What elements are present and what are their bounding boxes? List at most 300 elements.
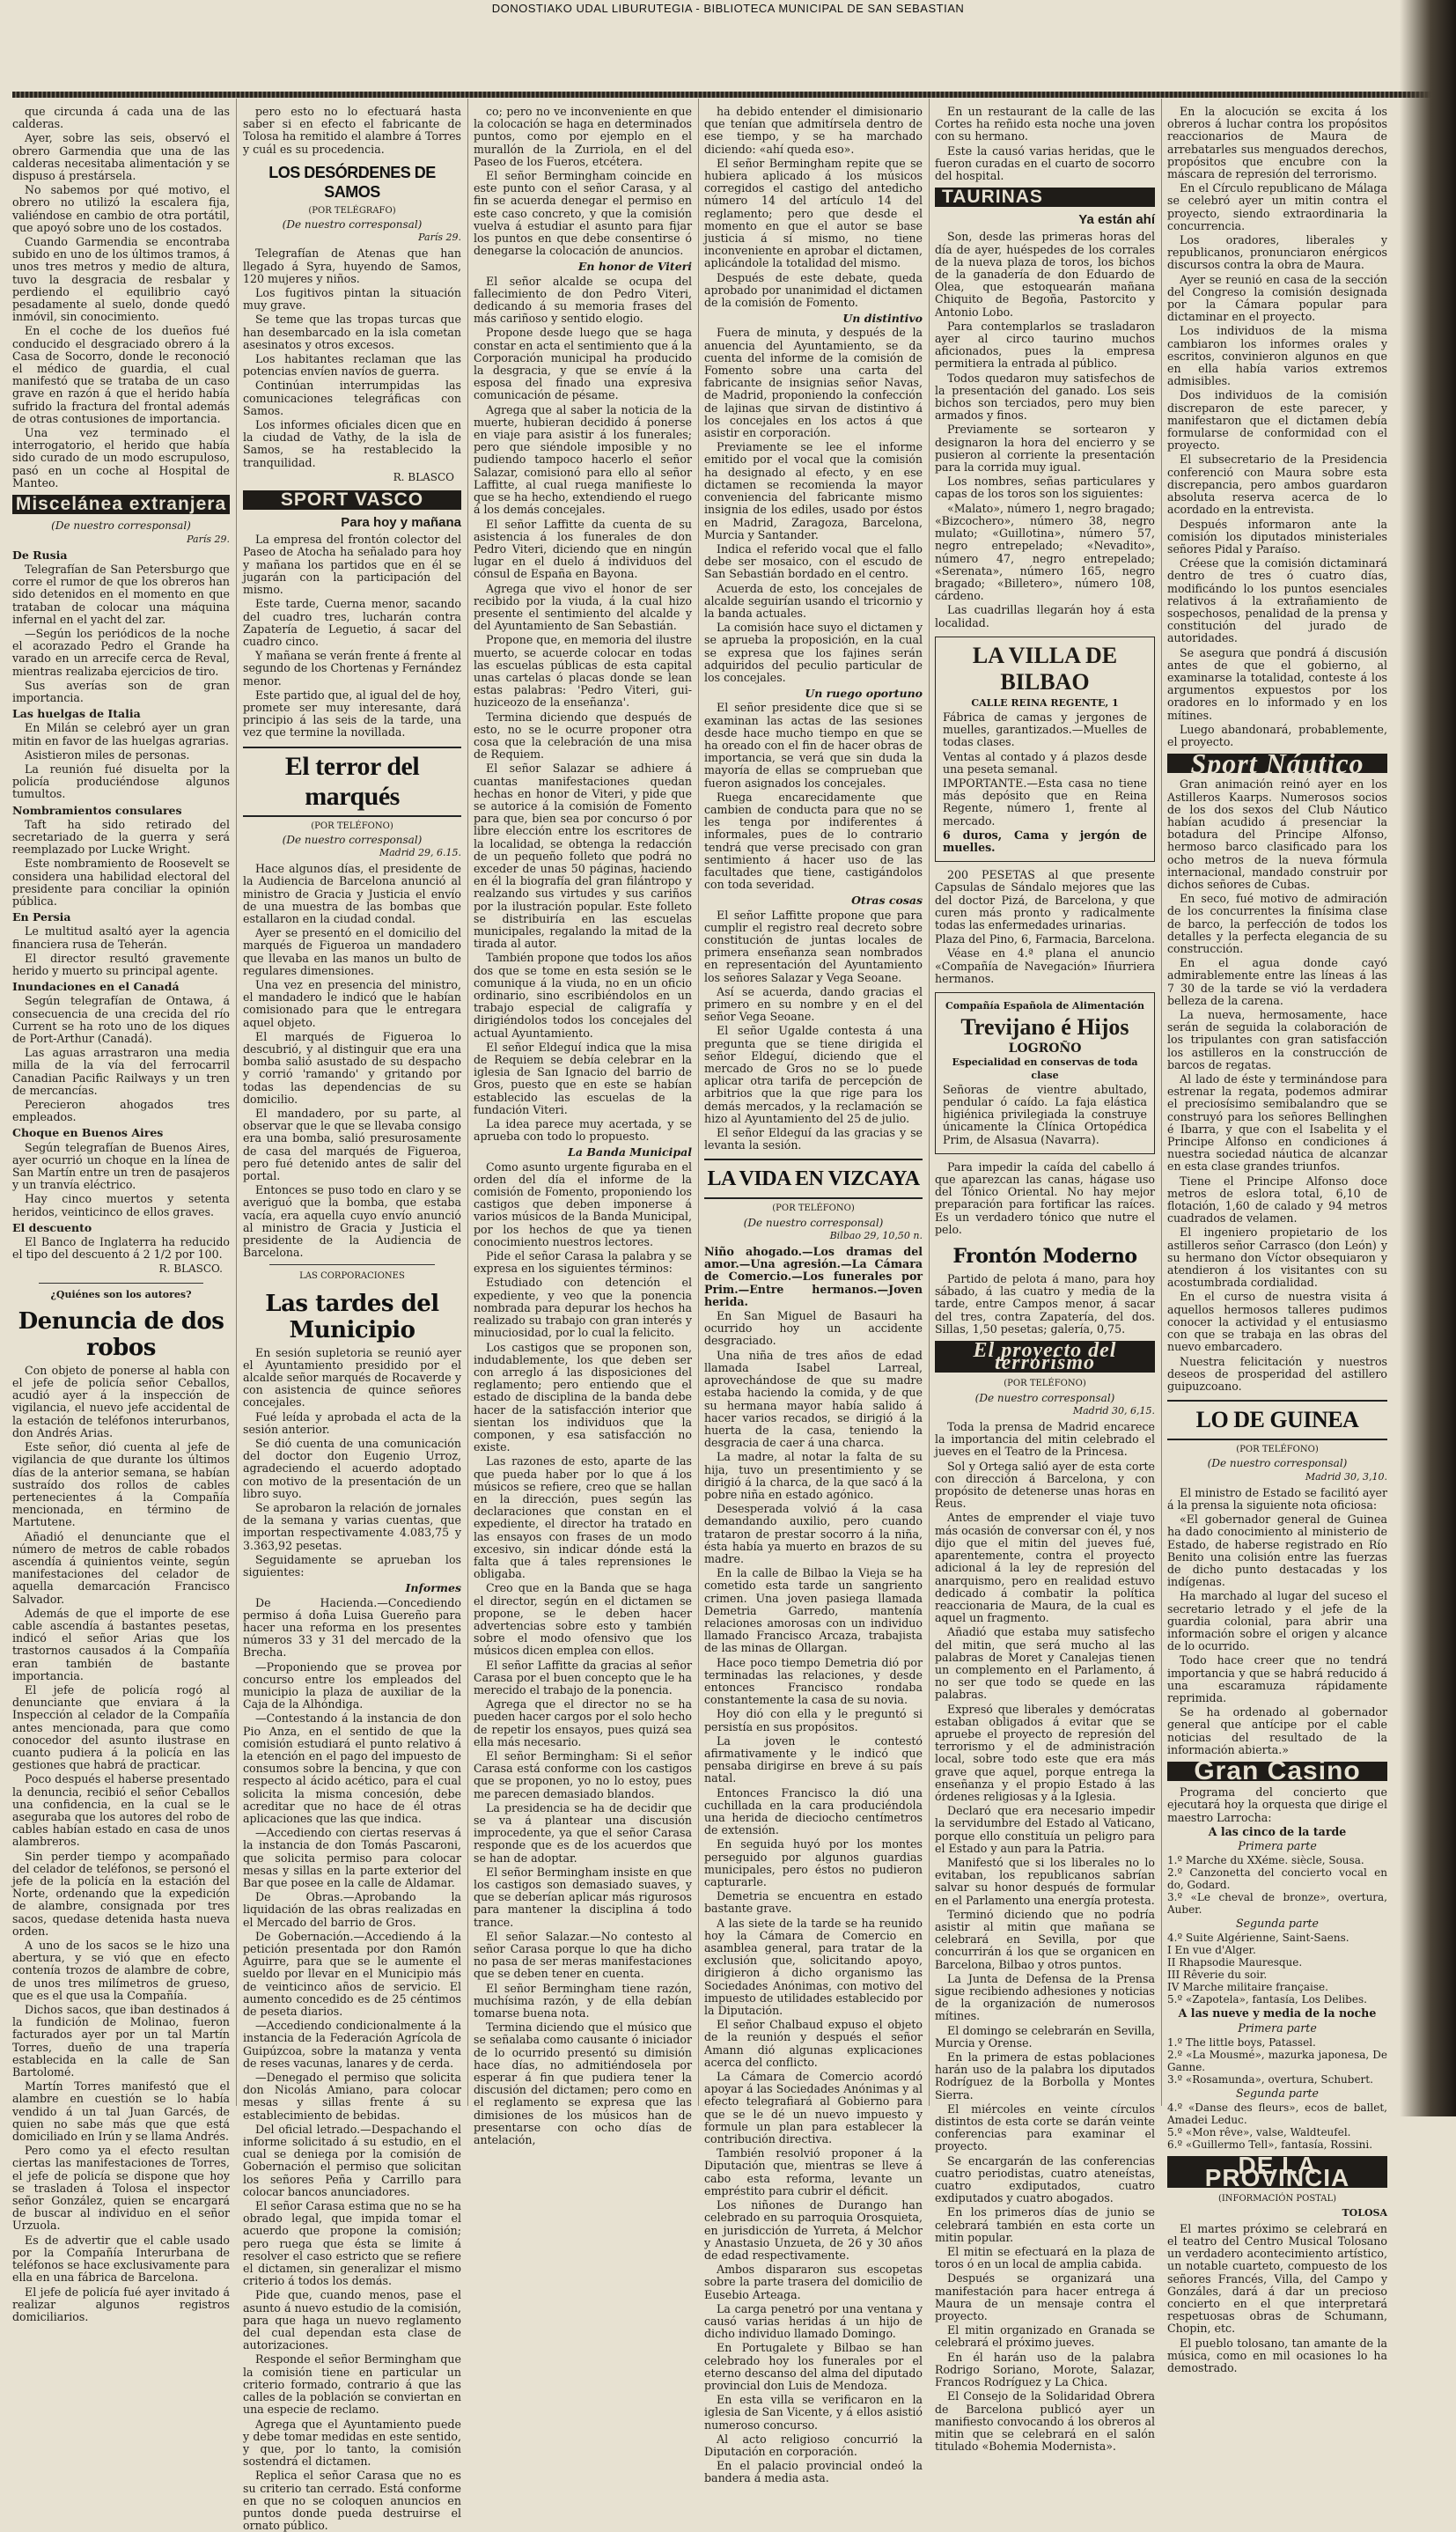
page-fold-shadow: [1400, 0, 1456, 2116]
program-item: 1.º The little boys, Patassel.: [1167, 2036, 1387, 2049]
paragraph: El ingeniero propietario de los astilleros señor Carrasco (don León) y su hermano don Víctor obsequiaron y atendieron á los visitantes con su acostumbrada cordialidad.: [1167, 1226, 1387, 1289]
headline-guinea: LO DE GUINEA: [1167, 1400, 1387, 1440]
headline-denuncia: Denuncia de dos robos: [12, 1308, 230, 1361]
article-viteri: [474, 276, 692, 1144]
paragraph: En él harán uso de la palabra Rodrigo Soriano, Morote, Salazar, Francos Rodríguez y La Chica.: [935, 2352, 1155, 2389]
section-title-sport-vasco: SPORT VASCO: [243, 490, 461, 510]
postal-note: (INFORMACIÓN POSTAL): [1167, 2193, 1387, 2205]
paragraph: Este tarde, Cuerna menor, sacando del cuadro tres, lucharán contra Zapatería de Leguetio, á sacar del cuadro cinco.: [243, 598, 461, 648]
paragraph: Para contemplarlos se trasladaron ayer al circo taurino muchos aficionados, pues la empresa permitiera la entrada al público.: [935, 320, 1155, 371]
paragraph: La idea parece muy acertada, y se aprueba con todo lo propuesto.: [474, 1118, 692, 1143]
separator: [39, 1283, 203, 1284]
casino-program: [1167, 1932, 1387, 2006]
paragraph: —Contestando á la instancia de don Pio Anza, en el sentido de que la comisión estudiará el punto relativo á la etención en el pago del impuesto de consumos sobre la bencina, y que con respecto al ácido acético, para el cual solicita la misma concesión, debe acreditar que no hace de él otras aplicaciones que las que indica.: [243, 1712, 461, 1825]
paragraph: En San Miguel de Basauri ha ocurrido hoy un accidente desgraciado.: [704, 1310, 923, 1348]
paragraph: Demetria se encuentra en estado bastante grave.: [704, 1890, 923, 1915]
correspondent-note: (De nuestro corresponsal): [12, 519, 230, 532]
dateline: Madrid 30, 3,10.: [1167, 1471, 1387, 1483]
paragraph: El señor Laffitte da gracias al señor Carasa por el buen concepto que le ha merecido el trabajo de la ponencia.: [474, 1660, 692, 1697]
paragraph: A uno de los sacos se le hizo una abertura, y se vió que en efecto contenía trozos de alambre de cobre, de unos tres milímetros de grueso, que es el que usa la Compañía.: [12, 1939, 230, 2002]
article-rusia: [12, 563, 230, 704]
paragraph: También propone que todos los años dos que se tome en esta sesión se le comunique á la viuda, no en un oficio ordinario, sino escribiéndolos en un trabajo especial de caligrafía y dirigiéndolos todos los concejales del actual Ayuntamiento.: [474, 952, 692, 1039]
paragraph: Los oradores, liberales y republicanos, pronunciaron enérgicos discursos contra la obra de Maura.: [1167, 234, 1387, 272]
paragraph: Entonces Francisco la dió una cuchillada en la cara produciéndola una herida de dieciocho centímetros de extensión.: [704, 1787, 923, 1837]
subhead-nombramientos: Nombramientos consulares: [12, 805, 230, 817]
paragraph: Al lado de éste y terminándose para estrenar la regata, podemos admirar el preciosísimo semibalandro que se construyó para los señores Bellinghen é Ibarra, y que con el Isabelita y el Principe Alfonso en condiciones á nuestra sociedad náutica de alcanzar en esta clase grandes triunfos.: [1167, 1073, 1387, 1174]
paragraph: Perecieron ahogados tres empleados.: [12, 1099, 230, 1123]
column-6: [1167, 106, 1387, 2104]
paragraph: Hay cinco muertos y setenta heridos, veinticinco de ellos graves.: [12, 1193, 230, 1218]
paragraph: La Junta de Defensa de la Prensa sigue recibiendo adhesiones y noticias de la organización de numerosos mítines.: [935, 1973, 1155, 2023]
paragraph: Del oficial letrado.—Despachando el informe solicitado á su estudio, en el cual se deniega por la comisión de Gobernación el permiso que solicitan los señores Peña y Carrillo para colocar bancos anunciadores.: [243, 2123, 461, 2198]
paragraph: Fuera de minuta, y después de la anuencia del Ayuntamiento, se da cuenta del informe de la comisión de Fomento sobre una carta del fabricante de insignias señor Navas, de Madrid, proponiendo la confección de lajinas que sirvan de distintivo á los concejales en los actos á que asistir en corporación.: [704, 327, 923, 439]
paragraph: Entonces se puso todo en claro y se averiguó que la bomba, que estaba vacía, era aquella cuyo envío anunció al ministro de Gracia y Justicia el presidente de la Audiencia de Barcelona.: [243, 1184, 461, 1259]
subhead-persia: En Persia: [12, 911, 230, 924]
ad-text: Señoras de vientre abultado, pendular ó caído. La faja elástica higiénica privilegiada la construye únicamente la Clínica Ortopédica Prim, de Alsasua (Navarra).: [943, 1084, 1147, 1146]
dateline: Bilbao 29, 10,50 n.: [704, 1230, 923, 1242]
paragraph: En Portugalete y Bilbao se han celebrado hoy los funerales por el eterno descanso del alma del diputado provincial don Luis de Mendoza.: [704, 2342, 923, 2392]
subhead-viteri: En honor de Viteri: [474, 261, 692, 273]
paragraph: Hace poco tiempo Demetria dió por terminadas las relaciones, y desde entonces Francisco rondaba constantemente la casa de su novia.: [704, 1657, 923, 1707]
paragraph: El ministro de Estado se facilitó ayer á la prensa la siguiente nota oficiosa:: [1167, 1487, 1387, 1512]
dateline: Madrid 29, 6.15.: [243, 847, 461, 859]
paragraph: —Proponiendo que se provea por concurso entre los empleados del municipio la plaza de auxiliar de la Caja de la Alhóndiga.: [243, 1661, 461, 1711]
paragraph: Toda la prensa de Madrid encarece la importancia del mitin celebrado el jueves en el Teatro de la Princesa.: [935, 1421, 1155, 1459]
city-head: TOLOSA: [1167, 2207, 1387, 2219]
paragraph: Los individuos de la misma cambiaron los informes orales y escritos, convinieron algunos en que en ella había varios extremos admisibles.: [1167, 325, 1387, 387]
paragraph: La empresa del frontón colector del Paseo de Atocha ha señalado para hoy y mañana los partidos que en él se jugarán con la participación del mismo.: [243, 534, 461, 596]
paragraph: Los castigos que se proponen son, indudablemente, los que deben ser con arreglo á las disposiciones del reglamento; pero entiendo que el estado de disciplina de la banda debe hacer de la satisfacción interior que sientan los individuos que la componen, y esa satisfacción no existe.: [474, 1342, 692, 1454]
paragraph: Una niña de tres años de edad llamada Isabel Larreal, aprovechándose de que su madre estaba haciendo la comida, y de que su hermana mayor había salido á hacer varios recados, se dirigió á la huerta de la casa, teniendo la desgracia de caer á una charca.: [704, 1350, 923, 1450]
section-title-miscelanea: Miscelánea extranjera: [12, 495, 230, 514]
paragraph: Agrega que el director no se ha pueden hacer cargos por el solo hecho de repetir los ensayos, pues quizá sea ella más necesario.: [474, 1698, 692, 1748]
paragraph: El mitin se efectuará en la plaza de toros ó en un local de amplia cabida.: [935, 2246, 1155, 2271]
paragraph: Añadió el denunciante que el número de metros de cable robados ascendía á quinientos veinte, según manifestaciones del celador de aquella demarcación Francisco Salvador.: [12, 1531, 230, 1606]
ad-title: LA VILLA DE BILBAO: [943, 643, 1147, 696]
telephone-note: (POR TELÉFONO): [704, 1203, 923, 1215]
headline-fronton: Frontón Moderno: [935, 1243, 1155, 1270]
article-samos: [243, 247, 461, 468]
paragraph: Sin perder tiempo y acompañado del celador de teléfonos, se personó el jefe de la policía en la estación del Norte, ordenando que la expedición de alambre, consignada por tres sacos, quedase detenida hasta nueva orden.: [12, 1851, 230, 1938]
casino-program: [1167, 2101, 1387, 2151]
casino-part: Primera parte: [1167, 1840, 1387, 1852]
article-persia: [12, 925, 230, 977]
ad-text: IMPORTANTE.—Esta casa no tiene más depósito que en Reina Regente, número 1, frente al mercado.: [943, 777, 1147, 828]
paragraph: Previamente se sortearon y designaron la hora del encierro y se pusieron al corriente la presentación para la corrida muy igual.: [935, 423, 1155, 474]
paragraph: Agrega que al saber la noticia de la muerte, hubieran decidido á ponerse en viaje para asistir á los funerales; pero que siéndole imposible y no pudiendo tampoco hacerlo el señor Salazar, comisionó para ello al señor Laffitte, al cual ruega manifieste lo que se ha hecho, extendiendo el ruego á los demás concejales.: [474, 404, 692, 517]
column-5: [935, 106, 1155, 2104]
paragraph: co; pero no ve inconveniente en que la colocación se haga en determinados puntos, como por ejemplo en el murallón de la Zurriola, en el del Paseo de los Fueros, etcétera.: [474, 106, 692, 168]
ad-spec: Especialidad en conservas de toda clase: [943, 1056, 1147, 1081]
column-divider: [698, 99, 699, 2106]
paragraph: El señor Salazar.—No contesto al señor Carasa porque lo que ha dicho no pasa de ser meras manifestaciones que se deben tener en cuenta.: [474, 1931, 692, 1981]
headline-tardes: Las tardes del Municipio: [243, 1291, 461, 1343]
article-guinea: [1167, 1487, 1387, 1756]
paragraph: Tiene el Principe Alfonso doce metros de eslora total, 6,10 de flotación, 1,60 de calado y 94 metros cuadrados de velamen.: [1167, 1175, 1387, 1226]
program-item: 3.º «Le cheval de bronze», overtura, Auber.: [1167, 1891, 1387, 1916]
paragraph: Estudiado con detención el expediente, y veo que la ponencia nombrada para depurar los hechos ha realizado su trabajo con gran interés y minuciosidad, por lo cual la felicito.: [474, 1277, 692, 1339]
column-divider: [236, 99, 237, 2106]
paragraph: La nueva, hermosamente, hace serán de seguida la colaboración de los tripulantes con gran satisfacción los astilleros en la construcción de barcos de regatas.: [1167, 1009, 1387, 1071]
subhead-taurinas: Ya están ahí: [935, 212, 1155, 227]
telephone-note: (POR TELÉFONO): [243, 821, 461, 833]
casino-program: [1167, 2036, 1387, 2086]
paragraph: El señor Bermingham tiene razón, muchísima razón, y de ella debían tomarse buena nota.: [474, 1983, 692, 2020]
paragraph: A las siete de la tarde se ha reunido hoy la Cámara de Comercio en asamblea general, para tratar de la exclusión que, solicitando apoyo, dirigieron á dicho organismo las Sociedades Anónimas, con motivo del impuesto de utilidades establecido por la Diputación.: [704, 1917, 923, 2018]
correspondent-note: (De nuestro corresponsal): [243, 834, 461, 846]
paragraph: El señor Laffitte propone que para cumplir el registro real decreto sobre constitución de juntas locales de primera enseñanza sean nombrados en representación del Ayuntamiento los señores Salazar y Vega Seoane.: [704, 909, 923, 984]
article-canada: [12, 995, 230, 1123]
article-body: [704, 106, 923, 309]
paragraph: La reunión fué disuelta por la policía produciéndose algunos tumultos.: [12, 763, 230, 801]
paragraph: —Según los periódicos de la noche el acorazado Pedro el Grande ha varado en un arrecife cerca de Reval, mientras realizaba ejercicios de tiro.: [12, 628, 230, 678]
program-item: 2.º «La Mousmé», mazurka japonesa, De Ganne.: [1167, 2049, 1387, 2073]
paragraph: Dos individuos de la comisión discreparon de este parecer, y manifestaron que el dictamen debía formularse de conformidad con el proyecto.: [1167, 389, 1387, 452]
paragraph: Una vez en presencia del ministro, el mandadero le indicó que le habían comisionado para que le entregara aquel objeto.: [243, 979, 461, 1029]
casino-program: [1167, 1854, 1387, 1916]
article-terror: [243, 863, 461, 1259]
paragraph: Taft ha sido retirado del secretariado de la guerra y será reemplazado por Lucke Wright.: [12, 819, 230, 857]
paragraph: El señor Carasa estima que no se ha obrado legal, que impida tomar el acuerdo que propone la comisión; pero ruega que ésta se limite á resolver el caso estricto que se refiere el dictamen, sin generalizar el mismo criterio á todos los demás.: [243, 2200, 461, 2287]
column-3: [474, 106, 692, 2104]
paragraph: Los habitantes reclaman que las potencias envíen navíos de guerra.: [243, 353, 461, 378]
paragraph: Una vez terminado el interrogatorio, el herido que había sido curado de un modo escrupuloso, pasó en un coche al Hospital de Manteo.: [12, 427, 230, 489]
paragraph: Declaró que era necesario impedir la servidumbre del Estado al Vaticano, porque ello constituía un peligro para el Estado y aun para la Patria.: [935, 1805, 1155, 1855]
paragraph: Propone desde luego que se haga constar en acta el sentimiento que á la Corporación municipal ha producido la desgracia, y que se envíe á la esposa del finado una expresiva comunicación de pésame.: [474, 327, 692, 401]
paragraph: La presidencia se ha de decidir que se va á plantear una discusión improcedente, ya que el señor Carasa responde que es de los acuerdos que se han de adoptar.: [474, 1802, 692, 1865]
dateline: París 29.: [12, 534, 230, 546]
paragraph: Al acto religioso concurrió la Diputación en corporación.: [704, 2433, 923, 2458]
paragraph: Después de este debate, queda aprobado por unanimidad el dictamen de la comisión de Fomento.: [704, 272, 923, 310]
casino-session: A las cinco de la tarde: [1167, 1826, 1387, 1838]
paragraph: En el coche de los dueños fué conducido el desgraciado obrero á la Casa de Socorro, donde le reconoció el médico de guardia, el cual manifestó que se trataba de un caso grave en razón á que el herido había sufrido la fractura del frontal además de otras contusiones de importancia.: [12, 325, 230, 425]
paragraph: Después informaron ante la comisión los diputados ministeriales señores Pidal y Paraíso.: [1167, 519, 1387, 556]
paragraph: El marqués de Figueroa lo descubrió, y al distinguir que era una bomba salió asustado de su despacho y corrió 'ramando' y gritando por todas las dependencias de su domicilio.: [243, 1031, 461, 1106]
paragraph: El miércoles en veinte círculos distintos de esta corte se darán veinte conferencias para examinar el proyecto.: [935, 2103, 1155, 2153]
program-item: II Rhapsodie Mauresque.: [1167, 1956, 1387, 1969]
paragraph: El señor Chalbaud expuso el objeto de la reunión y después el señor Amann dió algunas explicaciones acerca del conflicto.: [704, 2019, 923, 2069]
casino-part: Segunda parte: [1167, 2087, 1387, 2100]
intro-article: [1167, 106, 1387, 748]
headline-samos: LOS DESÓRDENES DE SAMOS: [243, 163, 461, 202]
paragraph: Créese que la comisión dictaminará dentro de tres ó cuatro días, modificándo lo los puntos esenciales relativos á la extrañamiento de sospechosos, penalidad de la prensa y constitución del jurado de autoridades.: [1167, 557, 1387, 644]
article-ruego: [704, 702, 923, 891]
subhead-canada: Inundaciones en el Canadá: [12, 981, 230, 993]
paragraph: Gran animación reinó ayer en los Astilleros Kaarps. Numerosos socios de los dos sexos del Club Náutico habían acudido á presenciar la botadura del Principe Alfonso, hermoso barco clasificado para los ocho metros de la nueva fórmula internacional, mandado construir por dichos señores de Cubas.: [1167, 778, 1387, 891]
signature: R. BLASCO: [243, 471, 454, 483]
paragraph: Replica el señor Carasa que no es su criterio tan cerrado. Está conforme en que no se coloquen anuncios en puntos donde pueda destruirse el ornato público.: [243, 2469, 461, 2532]
paragraph: —Accediendo condicionalmente á la instancia de la Federación Agrícola de Guipúzcoa, sobre la matanza y venta de reses vacunas, lanares y de cerda.: [243, 2020, 461, 2070]
subhead-italia: Las huelgas de Italia: [12, 708, 230, 720]
paragraph: Después se organizará una manifestación para hacer entrega á Maura de un mensaje contra el proyecto.: [935, 2272, 1155, 2322]
article-banda: [474, 1161, 692, 2147]
paragraph: Son, desde las primeras horas del día de ayer, huéspedes de los corrales de la nueva plaza de toros, los bichos de la ganadería de don Eduardo de Olea, que estoquearán mañana Chiquito de Begoña, Pastorcito y Antonio Lobo.: [935, 231, 1155, 318]
program-item: 5.º «Mon rêve», valse, Waldteufel.: [1167, 2126, 1387, 2138]
paragraph: Y mañana se verán frente á frente al segundo de los Chortenas y Fernández menor.: [243, 650, 461, 688]
telephone-note: (POR TELÉFONO): [935, 1378, 1155, 1390]
paragraph: De Obras.—Aprobando la liquidación de las obras realizadas en el Mercado del barrio de Gros.: [243, 1891, 461, 1929]
paragraph: En los primeros días de junio se celebrará también en esta corte un mitin popular.: [935, 2206, 1155, 2244]
dateline: Madrid 30, 6,15.: [935, 1405, 1155, 1417]
paragraph: El señor Laffitte da cuenta de su asistencia á los funerales de don Pedro Viteri, diciendo que en ningún lugar en el duelo á individuos del cónsul de España en Bayona.: [474, 519, 692, 581]
paragraph: Termina diciendo que el músico que se señalaba como causante ó iniciador de lo ocurrido presentó su dimisión hace días, no admitiéndosela por esperar á fin que pudiera tener la discusión del dictamen; pero como en el reglamento se expresa que las dimisiones de los músicos han de presentarse con ocho días de antelación,: [474, 2021, 692, 2146]
paragraph: Los informes oficiales dicen que en la ciudad de Vathy, de la isla de Samos, se ha restablecido la tranquilidad.: [243, 419, 461, 469]
paragraph: —Denegado el permiso que solicita don Nicolás Amiano, para colocar mesas y sillas frente á su establecimiento de bebidas.: [243, 2072, 461, 2122]
paragraph: En el Círculo republicano de Málaga se celebró ayer un mitin contra el proyecto, siendo extraordinaria la concurrencia.: [1167, 182, 1387, 232]
program-item: 5.º «Zapotela», fantasía, Los Delibes.: [1167, 1993, 1387, 2006]
correspondent-note: (De nuestro corresponsal): [243, 218, 461, 231]
paragraph: Se teme que las tropas turcas que han desembarcado en la isla cometan asesinatos y otros excesos.: [243, 313, 461, 351]
paragraph: El señor Eldeguí da las gracias y se levanta la sesión.: [704, 1127, 923, 1152]
intro-article: [935, 106, 1155, 182]
paragraph: La carga penetró por una ventana y causó varias heridas á un hijo de dicho individuo llamado Domingo.: [704, 2303, 923, 2341]
paragraph: Agrega que el Ayuntamiento puede y debe tomar medidas en este sentido, y que, por lo tanto, la comisión sostendrá el dictamen.: [243, 2418, 461, 2469]
paragraph: Todos quedaron muy satisfechos de la presentación del ganado. Los seis bichos son terciados, pero muy bien armados y finos.: [935, 372, 1155, 423]
article-proyecto: [935, 1421, 1155, 2453]
subhead-descuento: El descuento: [12, 1222, 230, 1234]
correspondent-note: (De nuestro corresponsal): [935, 1392, 1155, 1404]
paragraph: Hoy dió con ella y le preguntó si persistía en sus propósitos.: [704, 1708, 923, 1733]
correspondent-note: (De nuestro corresponsal): [1167, 1457, 1387, 1469]
paragraph: Expresó que liberales y demócratas estaban obligados á evitar que se apruebe el proyecto de represión del terrorismo y el de administración local, sobre todo este que era más grave que aquel, porque entrega la enseñanza y el propio Estado á las órdenes religiosas y á la Iglesia.: [935, 1704, 1155, 1804]
program-item: 3.º «Rosamunda», overtura, Schubert.: [1167, 2073, 1387, 2086]
paragraph: Seguidamente se aprueban los siguientes:: [243, 1554, 461, 1579]
ad-city: LOGROÑO: [943, 1042, 1147, 1055]
paragraph: Nuestra felicitación y nuestros deseos de prosperidad del astillero guipuzcoano.: [1167, 1356, 1387, 1394]
paragraph: Manifestó que si los liberales no lo evitaban, los republicanos sabrían salvar su honor después de formular en el Parlamento una energía protesta.: [935, 1857, 1155, 1907]
paragraph: Ha marchado al lugar del suceso el secretario letrado y el jefe de la guardia colonial, para abrir una información sobre el origen y alcance de lo ocurrido.: [1167, 1590, 1387, 1652]
article-nombramientos: [12, 819, 230, 908]
casino-intro: Programa del concierto que ejecutará hoy la orquesta que dirige el maestro Larrocha:: [1167, 1786, 1387, 1824]
article-descuento: [12, 1236, 230, 1261]
program-item: 4.º Suite Algérienne, Saint-Saens.: [1167, 1932, 1387, 1944]
paragraph: En la primera de estas poblaciones harán uso de la palabra los diputados Rodríguez de la Borbolla y Montes Sierra.: [935, 2051, 1155, 2101]
paragraph: El martes próximo se celebrará en el teatro del Centro Musical Tolosano un verdadero acontecimiento artístico, un notable cuarteto, compuesto de los señores Francés, Villa, del Campo y Gonzáles, dará á dar un precioso concierto en el que interpretará respetuosas obras de Schumann, Chopin, etc.: [1167, 2223, 1387, 2336]
paragraph: Asistieron miles de personas.: [12, 749, 230, 762]
paragraph: El pueblo tolosano, tan amante de la música, como en mil ocasiones lo ha demostrado.: [1167, 2337, 1387, 2375]
paragraph: El jefe de policía fué ayer invitado á realizar algunos registros domiciliarios.: [12, 2286, 230, 2324]
subhead-informes: Informes: [243, 1582, 461, 1594]
subhead-ruego: Un ruego oportuno: [704, 688, 923, 700]
ad-subtitle: CALLE REINA REGENTE, 1: [943, 697, 1147, 710]
paragraph: La joven le contestó afirmativamente y le indicó que pensaba dirigirse en breve á su país natal.: [704, 1735, 923, 1785]
paragraph: que circunda á cada una de las calderas.: [12, 106, 230, 130]
section-label: LAS CORPORACIONES: [243, 1270, 461, 1283]
paragraph: Las aguas arrastraron una media milla de la vía del ferrocarril Canadian Pacific Railways y un tren de mercancías.: [12, 1047, 230, 1097]
headline-proyecto: El proyecto del terrorismo: [935, 1341, 1155, 1373]
signature: R. BLASCO.: [12, 1262, 223, 1275]
ad-pesetas: 200 PESETAS al que presente Capsulas de Sándalo mejores que las del doctor Pizá, de Barcelona, y que curen más pronto y radicalmente todas las enfermedades urinarias.: [935, 869, 1155, 931]
paragraph: Poco después el habersе presentado la denuncia, recibió el señor Ceballos una confidencia, en la cual se le aseguraba que los autores del robo de cables habían estado en casa de unos alambreros.: [12, 1773, 230, 1848]
paragraph: Le multitud asaltó ayer la agencia financiera rusa de Teherán.: [12, 925, 230, 950]
section-title-casino: Gran Casino: [1167, 1762, 1387, 1781]
article-denuncia: [12, 1365, 230, 2323]
paragraph: De Gobernación.—Accediendo á la petición presentada por don Ramón Aguirre, para que se le aumente el sueldo por llevar en el Municipio más de veinticinco años de servicio. El aumento concedido es de 25 céntimos de peseta diarios.: [243, 1931, 461, 2018]
paragraph: Pide el señor Carasa la palabra y se expresa en los siguientes términos:: [474, 1250, 692, 1275]
summary-lead: Niño ahogado.—Los dramas del amor.—Una agresión.—La Cámara de Comercio.—Los funerales por Prim.—Entre hermanos.—Joven herida.: [704, 1246, 923, 1308]
paragraph: En el palacio provincial ondeó la bandera á media asta.: [704, 2460, 923, 2484]
column-1: [12, 106, 230, 2104]
paragraph: El señor Bermingham repite que se hubiera aplicado á los músicos corregidos el castigo del antedicho número 14 del artículo 14 del reglamento; pero que desde el momento en que el autor se base justicia á sí mismo, no tiene inconveniente en aprobar el dictamen, aplicándole la totalidad del mismo.: [704, 158, 923, 270]
paragraph: Se dió cuenta de una comunicación del doctor don Eugenio Urroz, agradeciendo el acuerdo adoptado con motivo de la presentación de un libro suyo.: [243, 1438, 461, 1500]
paragraph: El señor presidente dice que si se examinan las actas de las sesiones desde hace mucho tiempo en que se ha oreado con el fin de hacer obras de importancia, se verá que sin duda la mayoría de ellas se comprueban que fueron asignados los concejales.: [704, 702, 923, 789]
paragraph: En la calle de Bilbao la Vieja se ha cometido esta tarde un sangriento crimen. Una joven pasiega llamada Demetria Garredo, mantenía relaciones amorosas con un individuo llamado Francisco Arcaza, trabajista de las minas de Ollargan.: [704, 1567, 923, 1654]
separator: [269, 1264, 435, 1265]
paragraph: El Consejo de la Solidaridad Obrera de Barcelona publicó ayer un manifiesto convocando á los obreros al mitin que se celebrará en el salón titulado «Bohemia Modernista».: [935, 2390, 1155, 2453]
paragraph: Los niñones de Durango han celebrado en su parroquia Orosquieta, en jurisdicción de Yurreta, á Melchor y Anastasio Unzueta, de 26 y 30 años de edad respectivamente.: [704, 2199, 923, 2262]
paragraph: El subsecretario de la Presidencia conferenció con Maura sobre esta discrepancia, pero ambos guardaron absoluta reserva acerca de lo acordado en la entrevista.: [1167, 453, 1387, 516]
column-2: [243, 106, 461, 2104]
column-divider: [467, 99, 468, 2106]
paragraph: Terminó diciendo que no podría asistir al mitin que mañana se celebrará en Sevilla, por que concurrirán á los que se organicen en Barcelona, Bilbao y otros puntos.: [935, 1909, 1155, 1971]
subhead-otras: Otras cosas: [704, 894, 923, 907]
paragraph: Dichos sacos, que iban destinados á la fundición de Molinao, fueron facturados ayer por un tal Martín Torres, dueño de una trapería establecida en la calle de San Bartolomé.: [12, 2004, 230, 2079]
paragraph: Acuerda de esto, los concejales de alcalde seguirían usando el tricornio y la banda actuales.: [704, 583, 923, 621]
paragraph: Este nombramiento de Roosevelt se considera una habilidad electoral del presidente para conciliar la opinión pública.: [12, 857, 230, 908]
paragraph: Ayer se presentó en el domicilio del marqués de Figueroa un mandadero que llevaba en las manos un bulto de regulares dimensiones.: [243, 927, 461, 977]
paragraph: Así se acuerda, dando gracias el primero en su nombre y en el del señor Vega Seoane.: [704, 986, 923, 1024]
paragraph: En el curso de nuestra visita á aquellos hermosos talleres pudimos conocer la actividad y el entusiasmo con que se trabaja en las obras del nuevo embarcadero.: [1167, 1291, 1387, 1353]
ad-text: Ventas al contado y á plazos desde una peseta semanal.: [943, 751, 1147, 776]
paragraph: «El gobernador general de Guinea ha dado conocimiento al ministerio de Estado, de haberse registrado en Río Benito una colisión entre las fuerzas de dicho punto destacadas y los indígenas.: [1167, 1513, 1387, 1588]
paragraph: En el agua donde cayó admirablemente entre las líneas á las 7 30 de la tarde se vió la verdadera belleza de la carena.: [1167, 957, 1387, 1007]
paragraph: El Banco de Inglaterra ha reducido el tipo del descuento á 2 1/2 por 100.: [12, 1236, 230, 1261]
section-title-provincia: DE LA PROVINCIA: [1167, 2156, 1387, 2188]
correspondent-note: (De nuestro corresponsal): [704, 1217, 923, 1229]
paragraph: En seco, fué motivo de admiración de los concurrentes la finísima clase de barco, la perfección de todos los detalles y la perfecta elegancia de su construcción.: [1167, 893, 1387, 955]
article-buenos-aires: [12, 1142, 230, 1218]
paragraph: El mandadero, por su parte, al observar que le que se llevaba consigo era una bomba, salió presurosamente de casa del marqués de Figueroa, pero fué detenido antes de salir del portal.: [243, 1108, 461, 1182]
paragraph: Ayer se reunió en casa de la sección del Congreso la comisión designada por la Cámara popular para dictaminar en el proyecto.: [1167, 274, 1387, 324]
paragraph: El señor Salazar se adhiere á cuantas manifestaciones quedan hechas en honor de Viteri, y pide que se autorice á la comisión de Fomento para que, bien sea por concurso ó por libre elección entre los escritores de la localidad, se obtenga la redacción de un pequeño folleto que podrá no exceder de unas 50 páginas, haciendo en él la biografía del gran filántropo y realzando sus virtudes y sus cariños por la ilustración popular. Este folleto se distribuiría en las escuelas municipales, regalando la mitad de la tirada al autor.: [474, 762, 692, 950]
paragraph: Termina diciendo que después de esto, no se le ocurre proponer otra cosa que la celebración de una misa de Requiem.: [474, 711, 692, 762]
paragraph: —Accediendo con ciertas reservas á la instancia de don Tomás Pascaroni, que solicita permiso para colocar mesas y sillas en la parte exterior del Bar que posee en la calle de Aldamar.: [243, 1827, 461, 1889]
headline-vizcaya: LA VIDA EN VIZCAYA: [704, 1159, 923, 1199]
paragraph: Agrega que vivo el honor de ser recibido por la viuda, á la cual hizo presente el sentimiento del alcalde y del Ayuntamiento de San Sebastián.: [474, 583, 692, 633]
ad-tonico: Para impedir la caída del cabello á que aparezcan las canas, hágase uso del Tónico Oriental. No hay mejor preparación para fortificar las raíces. Es un verdadero tónico que nutre el pelo.: [935, 1161, 1155, 1236]
article-provincia: [1167, 2223, 1387, 2374]
paragraph: Telegrafían de San Petersburgo que corre el rumor de que los obreros han sido detenidos en el momento en que trataban de colocar una máquina infernal en el yacht del zar.: [12, 563, 230, 626]
program-item: 1.º Marche du XXéme. siècle, Sousa.: [1167, 1854, 1387, 1866]
article-italia: [12, 722, 230, 800]
paragraph: Responde el señor Bermingham que la comisión tiene en particular un criterio formado, contrario á que las calles de la población se conviertan en una especie de reclamo.: [243, 2353, 461, 2416]
paragraph: El domingo se celebrarán en Sevilla, Murcia y Orense.: [935, 2025, 1155, 2050]
intro-article: [12, 106, 230, 489]
paragraph: Martín Torres manifestó que el alambre en cuestión se lo había vendido á un tal Juan Garcés, de quien no sabe más que que está domiciliado en Irún y se llama Andrés.: [12, 2080, 230, 2143]
paragraph: Pide que, cuando menos, pase el asunto á nuevo estudio de la comisión, para que haga un nuevo reglamento del cual dependan esta clase de autorizaciones.: [243, 2289, 461, 2352]
ad-villa-bilbao: [935, 637, 1155, 862]
paragraph: En esta villa se verificaron en la iglesia de San Vicente, y á ellos asistió numeroso concurso.: [704, 2394, 923, 2432]
paragraph: Luego abandonará, probablemente, el proyecto.: [1167, 724, 1387, 748]
paragraph: Propone que, en memoria del ilustre muerto, se acuerde colocar en todas las escuelas públicas de esta capital unas cartelas ó placas donde se lean estas palabras: 'Pedro Viteri, gui-huziceozo de la enseñanza'.: [474, 634, 692, 709]
paragraph: La Cámara de Comercio acordó apoyar á las Sociedades Anónimas y al efecto telegrafiará al Gobierno para que se le dé un nuevo impuesto y formule un plan para establecer la contribución directiva.: [704, 2071, 923, 2146]
paragraph: Este la causó varias heridas, que le fueron curadas en el cuarto de socorro del hospital.: [935, 145, 1155, 183]
paragraph: Sus averías son de gran importancia.: [12, 680, 230, 704]
paragraph: Se encargarán de las conferencias cuatro periodistas, cuatro ateneístas, cuatro exdiputados, cuatro exdiputados y cuatro abogados.: [935, 2155, 1155, 2205]
paragraph: Sol y Ortega salió ayer de esta corte con dirección á Barcelona, y con propósito de detenerse unas horas en Reus.: [935, 1461, 1155, 1511]
article-taurinas: [935, 231, 1155, 629]
paragraph: Indica el referido vocal que el fallo debe ser mosaico, con el escudo de San Sebastián bordado en el centro.: [704, 543, 923, 581]
paragraph: La madre, al notar la falta de su hija, tuvo un presentimiento y se dirigió á la charca, de la que sacó á la pobre niña en estado agónico.: [704, 1451, 923, 1501]
column-divider: [1161, 99, 1162, 2106]
casino-session: A las nueve y media de la noche: [1167, 2007, 1387, 2020]
paragraph: El mitin organizado en Granada se celebrará el próximo jueves.: [935, 2324, 1155, 2349]
paragraph: Previamente se lee el informe emitido por el vocal que la comisión ha designado al efecto, y en ese dictamen se recomienda la mayor conveniencia del fabricante mismo insignia de los ediles, usado por éstos en Madrid, Zaragoza, Barcelona, Murcia y Santander.: [704, 441, 923, 541]
program-item: 4.º «Danse des fleurs», ecos de ballet, Amadei Leduc.: [1167, 2101, 1387, 2126]
paragraph: Los fugitivos pintan la situación muy grave.: [243, 287, 461, 312]
paragraph: En la alocución se excita á los obreros á luchar contra los propósitos reaccionarios de Maura de arrebatarles sus menguados derechos, propósitos que encubre con la máscara de represión del terrorismo.: [1167, 106, 1387, 180]
article-fronton: Partido de pelota á mano, para hoy sábado, á las cuatro y media de la tarde, entre Campos menor, á sacar del tres, contra Zapatería, del dos. Sillas, 1,50 pesetas; galería, 0,75.: [935, 1273, 1155, 1336]
paragraph: Hace algunos días, el presidente de la Audiencia de Barcelona anunció al ministro de Gracia y Justicia el envío de una muestra de las bombas que estallaron en la ciudad condal.: [243, 863, 461, 925]
paragraph: El señor Eldeguí indica que la misa de Requiem se debía celebrar en la iglesia de San Ignacio del barrio de Gros, puesto que en este se habían establecido las escuelas de la fundación Viteri.: [474, 1042, 692, 1116]
paragraph: Cuando Garmendia se encontraba subido en uno de los últimos tramos, á unos tres metros y medio de altura, tuvo la desgracia de resbalar y perdiendo el equilibrio cayó pesadamente al suelo, donde quedó inmóvil, sin conocimiento.: [12, 236, 230, 323]
paragraph: Se aprobaron la relación de jornales de la semana y varias cuentas, que importan respectivamente 4.083,75 y 3.363,92 pesetas.: [243, 1502, 461, 1552]
paragraph: En un restaurant de la calle de las Cortes ha reñido esta noche una joven con su hermano.: [935, 106, 1155, 144]
paragraph: Todo hace creer que no tendrá importancia y que se habrá reducido á una escaramuza rápidamente reprimida.: [1167, 1654, 1387, 1704]
paragraph: Ruega encarecidamente que cambien de conducta para que no se les tenga por indiferentes á informales, pues de lo contrario tendrá que verse precisado con gran sentimiento á hacer uso de las facultades que tiene, castigándolos con toda severidad.: [704, 791, 923, 892]
paragraph: De Hacienda.—Concediendo permiso á doña Luisa Guereño para hacer una reforma en los presentes números 33 y 31 del mercado de la Brecha.: [243, 1597, 461, 1660]
paragraph: pero esto no lo efectuará hasta saber si en efecto el fabricante de Tolosa ha remitido el alambre á Torres y cuál es su procedencia.: [243, 106, 461, 156]
paragraph: Este partido que, al igual del de hoy, promete ser muy interesante, dará principio á las seis de la tarde, una vez que termine la novillada.: [243, 689, 461, 740]
paragraph: Desesperada volvió á la casa demandando auxilio, pero cuando trataron de prestar socorro á la niña, ésta había ya muerto en brazos de su madre.: [704, 1503, 923, 1565]
paragraph: Con objeto de ponerse al habla con el jefe de policía señor Ceballos, acudió ayer á la inspección de vigilancia, el nuevo jefe accidental de la estación de teléfonos interurbanos, don Andrés Arias.: [12, 1365, 230, 1439]
ad-pesetas-address: Plaza del Pino, 6, Farmacia, Barcelona.: [935, 933, 1155, 946]
paragraph: Continúan interrumpidas las comunicaciones telegráficas con Samos.: [243, 379, 461, 417]
paragraph: El señor Bermingham insiste en que los castigos son demasiado suaves, y que se deberían aplicar más rigurosos para mantener la disciplina á todo trance.: [474, 1866, 692, 1929]
article-distintivo: [704, 327, 923, 684]
article-sport-vasco: [243, 534, 461, 739]
ad-trevijano: [935, 992, 1155, 1154]
paragraph: Este señor, dió cuenta al jefe de vigilancia de que durante los últimos días de la anterior semana, se habían sustraído dos rollos de cables pertenecientes á la Compañía mencionada, en término de Martutene.: [12, 1441, 230, 1528]
casino-part: Segunda parte: [1167, 1917, 1387, 1930]
subhead-buenos-aires: Choque en Buenos Aires: [12, 1127, 230, 1139]
paragraph: En seguida huyó por los montes perseguido por algunos guardias municipales, pero éstos no pudieron capturarle.: [704, 1838, 923, 1888]
paragraph: El jefe de policía rogó al denunciante que enviara á la Inspección al celador de la Compañía antes mencionada, para que como conocedor del asunto ilustrase en cuanto pudiera á la policía en las gestiones que habrá de practicar.: [12, 1684, 230, 1771]
paragraph: El señor Ugalde contesta á una pregunta que se tiene dirigida el señor Eldeguí, diciendo que el mercado de Gros no se lo puede aplicar otra tarifa de percepción de arbitrios que la que rige para los demás mercados, y la reclamación se hizo al Ayuntamiento del 25 de julio.: [704, 1025, 923, 1125]
article-otras: [704, 909, 923, 1152]
program-item: 2.º Canzonetta del concierto vocal en do, Godard.: [1167, 1866, 1387, 1891]
paragraph: Se ha ordenado al gobernador general que antícipe por el cable noticias del resultado de la información abierta.»: [1167, 1706, 1387, 1756]
kicker: ¿Quiénes son los autores?: [12, 1289, 230, 1301]
paragraph: El señor Bermingham: Si el señor Carasa está conforme con los castigos que se proponen, yo no lo estoy, pues me parecen demasiado blandos.: [474, 1750, 692, 1800]
paragraph: Como asunto urgente figuraba en el orden del día el informe de la comisión de Fomento, proponiendo los castigos que deben imponerse á varios músicos de la Banda Municipal, por los hechos de que ya tienen conocimiento nuestros lectores.: [474, 1161, 692, 1248]
column-4: [704, 106, 923, 2104]
paragraph: Las razones de esto, aparte de las que pueda haber por lo que á los músicos se refiere, creo que se hallan en la dirección, pues según las declaraciones que constan en el expediente, el director ha tratado en las ensayos con frases de un modo excesivo, sin indicar dónde está la falta que á tales reprensiones le obligaba.: [474, 1455, 692, 1580]
paragraph: El señor alcalde se ocupa del fallecimiento de don Pedro Viteri, dedicando á su memoria frases del más cariñoso y sentido elogio.: [474, 276, 692, 326]
program-item: 6.º «Guillermo Tell», fantasía, Rossini.: [1167, 2138, 1387, 2151]
paragraph: Es de advertir que el cable usado por la Compañía Interurbana de teléfonos se hace exclusivamente para ella en una fábrica de Barcelona.: [12, 2234, 230, 2285]
ad-text: 6 duros, Cama y jergón de muelles.: [943, 829, 1147, 854]
paragraph: Además de que el importe de ese cable ascendía á bastantes pesetas, indicó el señor Arias que los trastornos causados á la Compañía eran también de bastante importancia.: [12, 1608, 230, 1682]
article-nautico: [1167, 778, 1387, 1393]
program-item: I En vue d'Alger.: [1167, 1944, 1387, 1956]
paragraph: «Malato», número 1, negro bragado; «Bizcochero», número 38, negro mulato; «Guillotina», número 57, negro entrepelado; «Nevadito», número 47, negro entrepelado; «Serenata», número 165, negro bragado; «Billetero», número 108, cárdeno.: [935, 503, 1155, 603]
paragraph: Según telegrafían de Buenos Aires, ayer ocurrió un choque en la línea de San Martín entre un tren de pasajeros y un tranvía eléctrico.: [12, 1142, 230, 1192]
archive-header: DONOSTIAKO UDAL LIBURUTEGIA - BIBLIOTECA MUNICIPAL DE SAN SEBASTIAN: [0, 2, 1456, 21]
subhead-banda: La Banda Municipal: [474, 1146, 692, 1159]
article-vizcaya: [704, 1310, 923, 2484]
subhead-rusia: De Rusia: [12, 549, 230, 562]
paragraph: Fué leída y aprobada el acta de la sesión anterior.: [243, 1411, 461, 1436]
telegraph-note: (POR TELÉGRAFO): [243, 205, 461, 217]
headline-terror: El terror del marqués: [243, 747, 461, 817]
paragraph: Antes de emprender el viaje tuvo más ocasión de conversar con él, y nos dijo que el mitin del jueves fué, aparentemente, contra el proyecto adicional á la ley de represión del anarquismo, pero en realidad estuvo dedicado á combatir la política reaccionaria de Maura, de la cual es aquel un fragmento.: [935, 1512, 1155, 1624]
paragraph: Añadió que estaba muy satisfecho del mitin, que será mucho al las palabras de Moret y Canalejas tienen un complemento en el Parlamento, á no ser que todo se quede en las palabras.: [935, 1626, 1155, 1701]
paragraph: Ambos dispararon sus escopetas sobre la parte trasera del domicilio de Eusebio Arteaga.: [704, 2263, 923, 2301]
paragraph: Ayer, sobre las seis, observó el obrero Garmendia que una de las calderas necesitaba alimentación y se dispuso á prestársela.: [12, 132, 230, 182]
masthead-rule: [12, 92, 1438, 98]
section-title-taurinas: TAURINAS: [935, 188, 1155, 207]
